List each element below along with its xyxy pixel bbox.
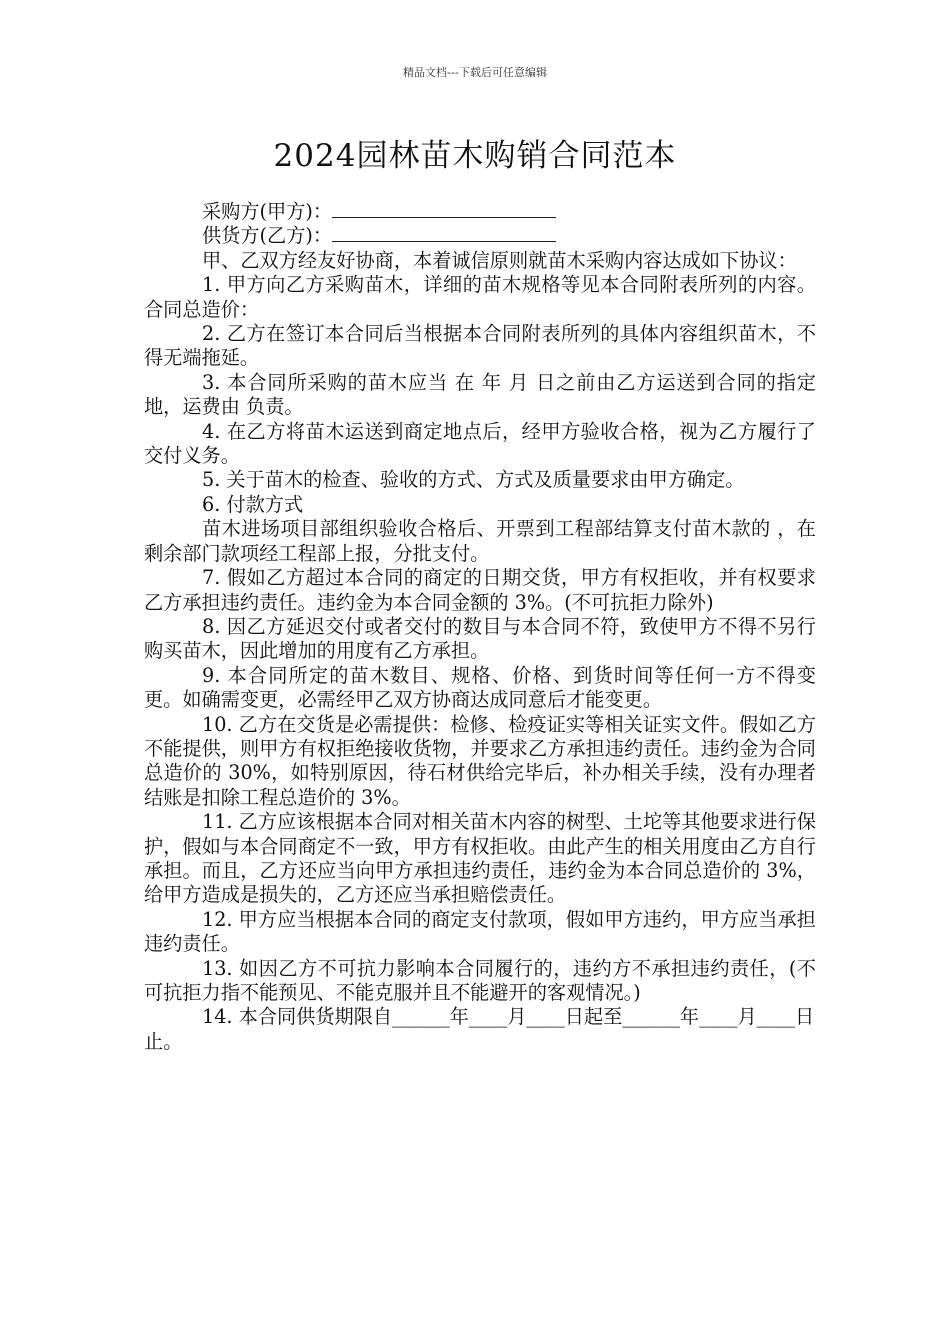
clause-2: 2. 乙方在签订本合同后当根据本合同附表所列的具体内容组织苗木，不得无端拖延。 (144, 322, 816, 370)
clause-3: 3. 本合同所采购的苗木应当 在 年 月 日之前由乙方运送到合同的指定地，运费由 负责。 (144, 370, 816, 419)
clause-13: 13. 如因乙方不可抗力影响本合同履行的，违约方不承担违约责任，(不可抗拒力指不能预见、不能克服并且不能避开的客观情况。) (144, 956, 816, 1004)
contract-body (144, 200, 816, 1054)
party-b-blank (332, 224, 556, 242)
clause-8: 8. 因乙方延迟交付或者交付的数目与本合同不符，致使甲方不得不另行购买苗木，因此增加的用度有乙方承担。 (144, 614, 816, 663)
party-a-label: 采购方(甲方)： (202, 200, 333, 223)
party-a-blank (332, 200, 556, 218)
clause-1: 1. 甲方向乙方采购苗木，详细的苗木规格等见本合同附表所列的内容。合同总造价： (144, 273, 816, 321)
header-note: 精品文档---下载后可任意编辑 (403, 66, 547, 79)
clause-9: 9. 本合同所定的苗木数目、规格、价格、到货时间等任何一方不得变更。如确需变更，必需经甲乙双方协商达成同意后才能变更。 (144, 663, 816, 712)
clause-4: 4. 在乙方将苗木运送到商定地点后，经甲方验收合格，视为乙方履行了交付义务。 (144, 419, 816, 468)
clause-10: 10. 乙方在交货是必需提供：检修、检疫证实等相关证实文件。假如乙方不能提供，则甲方有权拒绝接收货物，并要求乙方承担违约责任。违约金为合同总造价的 30%，如特别原因，待石材供给完毕后，补办相关手续，没有办理者结账是扣除工程总造价的 3%。 (144, 712, 816, 809)
clause-7: 7. 假如乙方超过本合同的商定的日期交货，甲方有权拒收，并有权要求乙方承担违约责任。违约金为本合同金额的 3%。(不可抗拒力除外) (144, 566, 816, 614)
party-a-line (144, 200, 816, 224)
paragraph-intro: 甲、乙双方经友好协商，本着诚信原则就苗木采购内容达成如下协议： (202, 248, 797, 272)
clause-12: 12. 甲方应当根据本合同的商定支付款项，假如甲方违约，甲方应当承担违约责任。 (144, 907, 816, 956)
clause-14: 14. 本合同供货期限自______年____月____日起至______年____月____日止。 (144, 1005, 815, 1053)
clause-11: 11. 乙方应该根据本合同对相关苗木内容的树型、土坨等其他要求进行保护，假如与本合同商定不一致，甲方有权拒收。由此产生的相关用度由乙方自行承担。而且，乙方还应当向甲方承担违约责任，违约金为本合同总造价的 3%，给甲方造成是损失的，乙方还应当承担赔偿责任。 (144, 810, 816, 907)
party-b-label: 供货方(乙方)： (202, 224, 333, 248)
party-b-line (144, 224, 816, 248)
clause-5: 5. 关于苗木的检查、验收的方式、方式及质量要求由甲方确定。 (202, 468, 745, 492)
clause-6-detail: 苗木进场项目部组织验收合格后、开票到工程部结算支付苗木款的 ，在剩余部门款项经工程部上报，分批支付。 (144, 517, 816, 565)
clause-6: 6. 付款方式 (202, 492, 304, 516)
page-title: 2024园林苗木购销合同范本 (273, 138, 677, 174)
